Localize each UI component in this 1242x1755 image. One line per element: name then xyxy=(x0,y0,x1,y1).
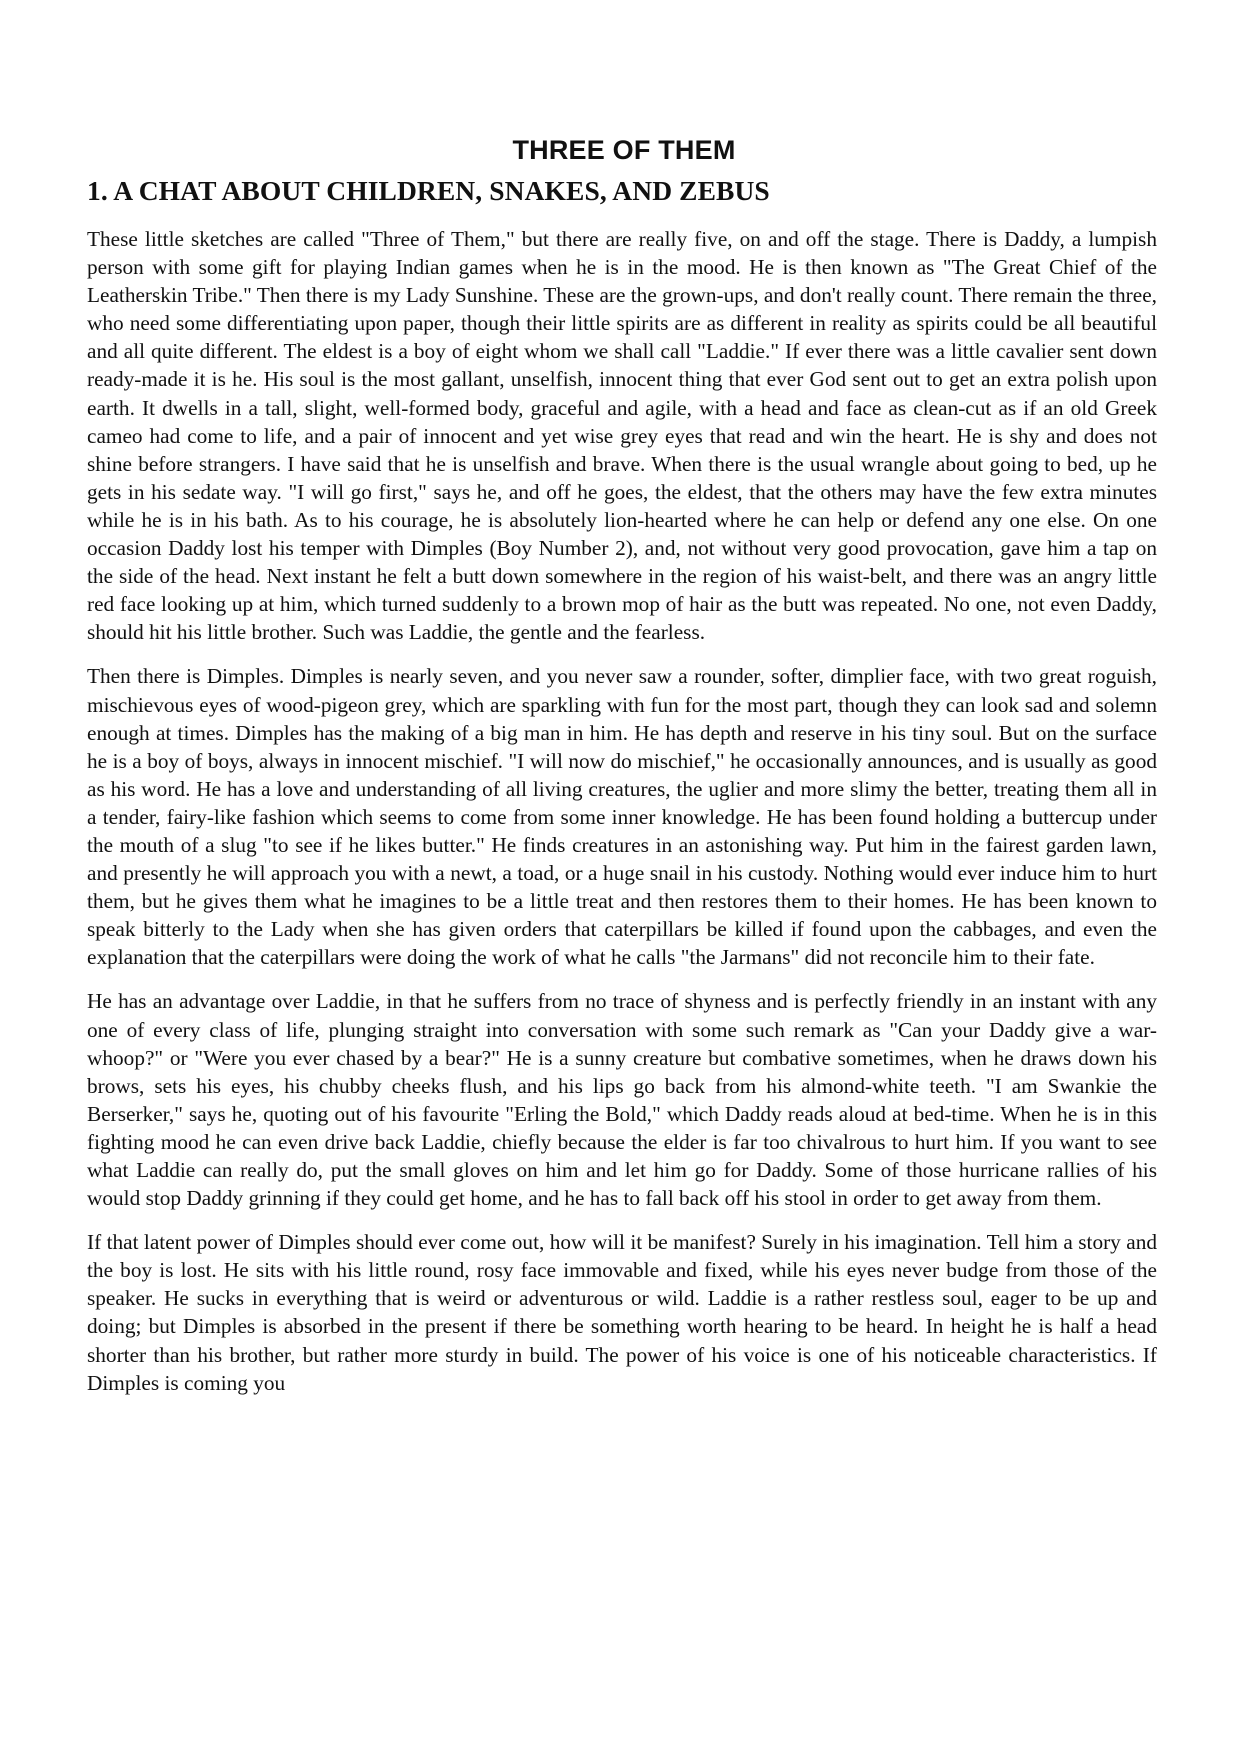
paragraph-laddie: These little sketches are called "Three of Them," but there are really five, on and off the stage. There is Daddy, a lumpish person with some gift for playing Indian games when he is in the mood. He is then known as "The Great Chief of the Leatherskin Tribe." Then there is my Lady Sunshine. These are the grown-ups, and don't really count. There remain the three, who need some differentiating upon paper, though their little spirits are as different in reality as spirits could be all beautiful and all quite different. The eldest is a boy of eight whom we shall call "Laddie." If ever there was a little cavalier sent down ready-made it is he. His soul is the most gallant, unselfish, innocent thing that ever God sent out to get an extra polish upon earth. It dwells in a tall, slight, well-formed body, graceful and agile, with a head and face as clean-cut as if an old Greek cameo had come to life, and a pair of innocent and yet wise grey eyes that read and win the heart. He is shy and does not shine before strangers. I have said that he is unselfish and brave. When there is the usual wrangle about going to bed, up he gets in his sedate way. "I will go first," says he, and off he goes, the eldest, that the others may have the few extra minutes while he is in his bath. As to his courage, he is absolutely lion-hearted where he can help or defend any one else. On one occasion Daddy lost his temper with Dimples (Boy Number 2), and, not without very good provocation, gave him a tap on the side of the head. Next instant he felt a butt down somewhere in the region of his waist-belt, and there was an angry little red face looking up at him, which turned suddenly to a brown mop of hair as the butt was repeated. No one, not even Daddy, should hit his little brother. Such was Laddie, the gentle and the fearless. xyxy=(87,227,1157,645)
document-page xyxy=(87,132,1157,1413)
paragraph-dimples-imagination: If that latent power of Dimples should ever come out, how will it be manifest? Surely in his imagination. Tell him a story and the boy is lost. He sits with his little round, rosy face immovable and fixed, while his eyes never budge from those of the speaker. He sucks in everything that is weird or adventurous or wild. Laddie is a rather restless soul, eager to be up and doing; but Dimples is absorbed in the present if there be something worth hearing to be heard. In height he is half a head shorter than his brother, but rather more sturdy in build. The power of his voice is one of his noticeable characteristics. If Dimples is coming you xyxy=(87,1230,1157,1395)
paragraph-dimples: Then there is Dimples. Dimples is nearly seven, and you never saw a rounder, softer, dimplier face, with two great roguish, mischievous eyes of wood-pigeon grey, which are sparkling with fun for the most part, though they can look sad and solemn enough at times. Dimples has the making of a big man in him. He has depth and reserve in his tiny soul. But on the surface he is a boy of boys, always in innocent mischief. "I will now do mischief," he occasionally announces, and is usually as good as his word. He has a love and understanding of all living creatures, the uglier and more slimy the better, treating them all in a tender, fairy-like fashion which seems to come from some inner knowledge. He has been found holding a buttercup under the mouth of a slug "to see if he likes butter." He finds creatures in an astonishing way. Put him in the fairest garden lawn, and presently he will approach you with a newt, a toad, or a huge snail in his custody. Nothing would ever induce him to hurt them, but he gives them what he imagines to be a little treat and then restores them to their homes. He has been known to speak bitterly to the Lady when she has given orders that caterpillars be killed if found upon the cabbages, and even the explanation that the caterpillars were doing the work of what he calls "the Jarmans" did not reconcile him to their fate. xyxy=(87,664,1157,970)
book-title: THREE OF THEM xyxy=(512,135,736,165)
paragraph-dimples-temperament: He has an advantage over Laddie, in that he suffers from no trace of shyness and is perfectly friendly in an instant with any one of every class of life, plunging straight into conversation with some such remark as "Can your Daddy give a war-whoop?" or "Were you ever chased by a bear?" He is a sunny creature but combative sometimes, when he draws down his brows, sets his eyes, his chubby cheeks flush, and his lips go back from his almond-white teeth. "I am Swankie the Berserker," says he, quoting out of his favourite "Erling the Bold," which Daddy reads aloud at bed-time. When he is in this fighting mood he can even drive back Laddie, chiefly because the elder is far too chivalrous to hurt him. If you want to see what Laddie can really do, put the small gloves on him and let him go for Daddy. Some of those hurricane rallies of his would stop Daddy grinning if they could get home, and he has to fall back off his stool in order to get away from them. xyxy=(87,989,1157,1211)
chapter-title: 1. A CHAT ABOUT CHILDREN, SNAKES, AND ZEBUS xyxy=(87,175,770,206)
